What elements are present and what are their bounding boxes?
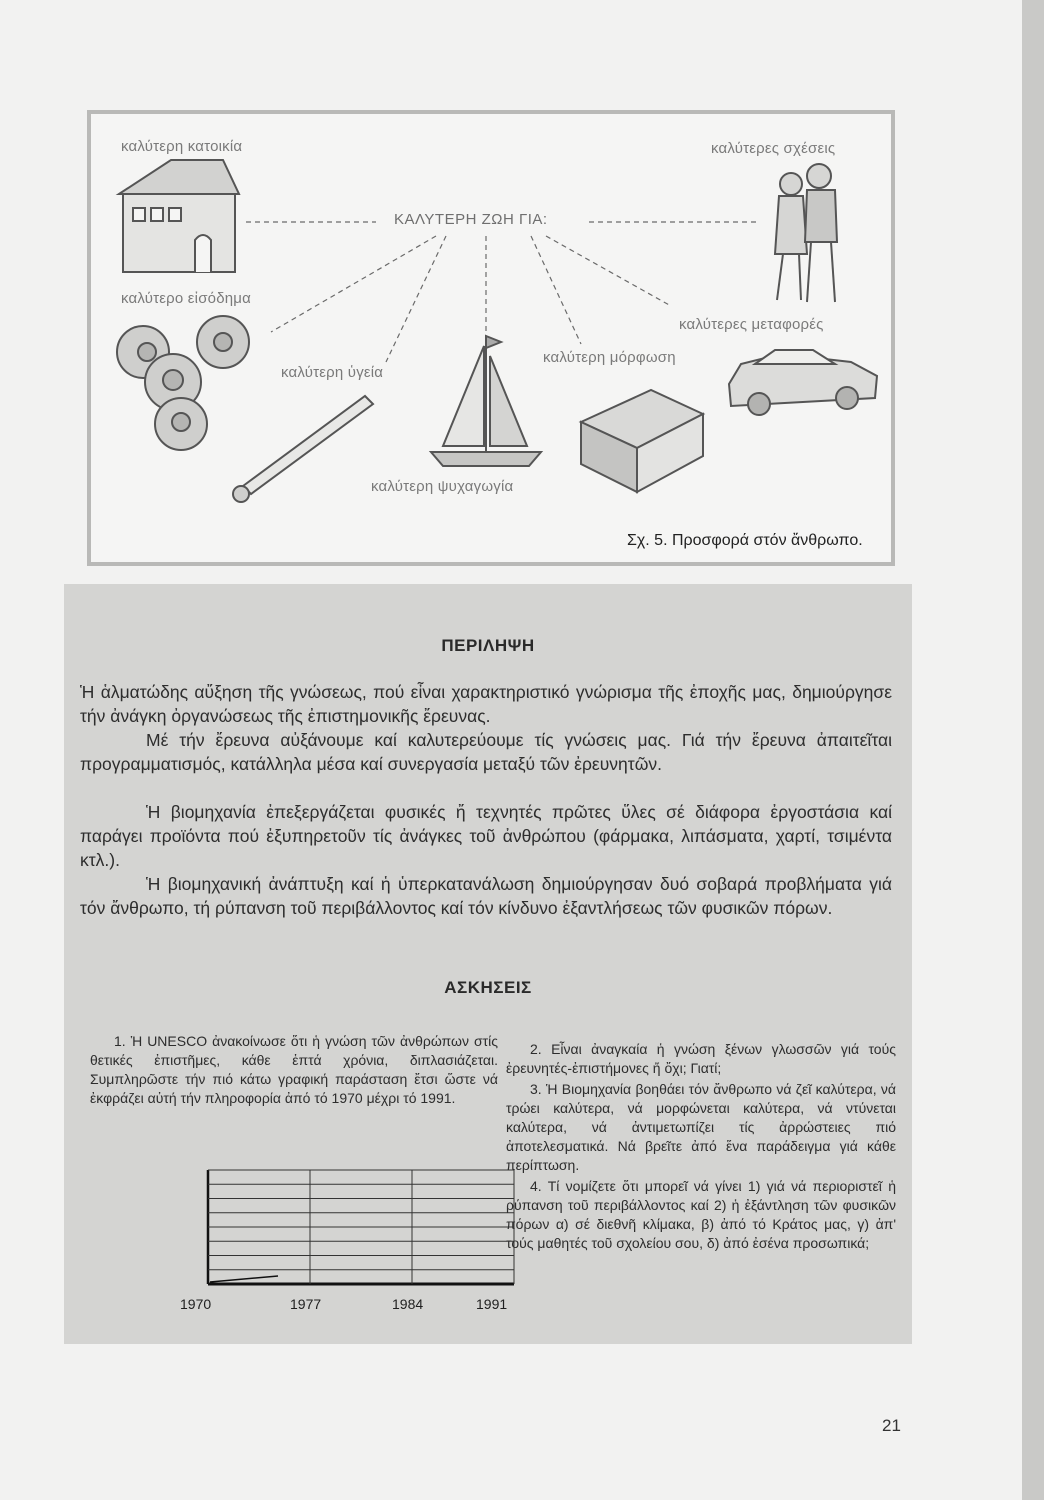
label-entertainment: καλύτερη ψυχαγωγία [371, 478, 514, 495]
summary-paragraph-1: Ἡ ἁλματώδης αὔξηση τῆς γνώσεως, πού εἶναι χαρακτηριστικό γνώρισμα τῆς ἐποχῆς μας, δημιούργησε τήν ἀνάγκη ὀργανώσεως τῆς ἐπιστημονικῆς ἔρευνας. [80, 682, 892, 726]
label-relations: καλύτερες σχέσεις [711, 140, 836, 157]
label-transport: καλύτερες μεταφορές [679, 316, 824, 333]
graph-svg [164, 1164, 524, 1294]
exercises-right-column [506, 1040, 896, 1253]
house-icon [119, 160, 239, 272]
car-icon [729, 350, 877, 415]
label-education: καλύτερη μόρφωση [543, 349, 676, 366]
sailboat-icon [431, 336, 541, 466]
summary-paragraph-2: Μέ τήν ἔρευνα αὐξάνουμε καί καλυτερεύουμε τίς γνώσεις μας. Γιά τήν ἔρευνα ἀπαιτεῖται προγραμματισμός, κατάλληλα μέσα καί συνεργασία μεταξύ τῶν ἐρευνητῶν. [80, 730, 892, 774]
exercise-2: 2. Εἶναι ἀναγκαία ἡ γνώση ξένων γλωσσῶν γιά τούς ἐρευνητές-ἐπιστήμονες ἤ ὄχι; Γιατί; [506, 1041, 896, 1076]
figure-caption: Σχ. 5. Προσφορά στόν ἄνθρωπο. [627, 532, 863, 549]
exercise-4: 4. Τί νομίζετε ὅτι μπορεῖ νά γίνει 1) γιά νά περιοριστεῖ ἡ ρύπανση τοῦ περιβάλλοντος καί 2) ἡ ἐξάντληση τῶν φυσικῶν πόρων α) σέ διεθνῆ κλίμακα, β) ἀπό τό Κράτος μας, γ) ἀπ' τούς μαθητές τοῦ σχολείου σου, δ) ἀπό ἐσένα προσωπικά; [506, 1178, 896, 1251]
label-house: καλύτερη κατοικία [121, 138, 243, 155]
exercise-3: 3. Ἡ Βιομηχανία βοηθάει τόν ἄνθρωπο νά ζεῖ καλύτερα, νά τρώει καλύτερα, νά μορφώνεται καλύτερα, νά ντύνεται καλύτερα, νά ἀντιμετωπίζει τίς ἀρρώστειες πιό ἀποτελεσματικά. Νά βρεῖτε ἀπό ἕνα παράδειγμα γιά κάθε περίπτωση. [506, 1081, 896, 1173]
figure-sx5 [87, 110, 895, 566]
coins-icon [117, 316, 249, 450]
page-number: 21 [882, 1416, 901, 1435]
exercises-left-column [90, 1032, 498, 1108]
exercises-title: ΑΣΚΗΣΕΙΣ [444, 978, 532, 997]
couple-icon [775, 164, 837, 302]
summary-paragraph-3: Ἡ βιομηχανία ἐπεξεργάζεται φυσικές ἤ τεχνητές πρῶτες ὕλες σέ διάφορα ἐργοστάσια καί παράγει προϊόντα πού ἐξυπηρετοῦν τίς ἀνάγκες τοῦ ἀνθρώπου (φάρμακα, λιπάσματα, χαρτί, τσιμέντα κτλ.). [80, 802, 892, 870]
graph-x-tick-label: 1970 [180, 1296, 212, 1312]
summary-box [64, 584, 912, 1344]
graph-x-tick-label: 1984 [392, 1296, 424, 1312]
label-health: καλύτερη ὑγεία [281, 364, 384, 381]
label-center: ΚΑΛΥΤΕΡΗ ΖΩΗ ΓΙΑ: [394, 211, 548, 228]
book-icon [581, 390, 703, 492]
graph-x-tick-label: 1977 [290, 1296, 322, 1312]
graph-x-tick-label: 1991 [476, 1296, 508, 1312]
page-edge [1022, 0, 1044, 1500]
summary-paragraph-4: Ἡ βιομηχανική ἀνάπτυξη καί ἡ ὑπερκατανάλωση δημιούργησαν δυό σοβαρά προβλήματα γιά τόν ἄνθρωπο, τή ρύπανση τοῦ περιβάλλοντος καί τόν κίνδυνο ἐξαντλήσεως τῶν φυσικῶν πόρων. [80, 874, 892, 918]
exercise-1: 1. Ἡ UNESCO ἀνακοίνωσε ὅτι ἡ γνώση τῶν ἀνθρώπων στίς θετικές ἐπιστῆμες, κάθε ἑπτά χρόνια, διπλασιάζεται. Συμπληρῶστε τήν πιό κάτω γραφική παράσταση ἔτσι ὥστε νά ἐκφράζει αὐτή τήν πληροφορία ἀπό τό 1970 μέχρι τό 1991. [90, 1033, 498, 1106]
graph-start-mark [210, 1276, 278, 1282]
empty-graph [164, 1164, 524, 1294]
summary-title: ΠΕΡΙΛΗΨΗ [441, 636, 535, 655]
label-income: καλύτερο εἰσόδημα [121, 290, 252, 307]
thermometer-icon [233, 396, 373, 502]
